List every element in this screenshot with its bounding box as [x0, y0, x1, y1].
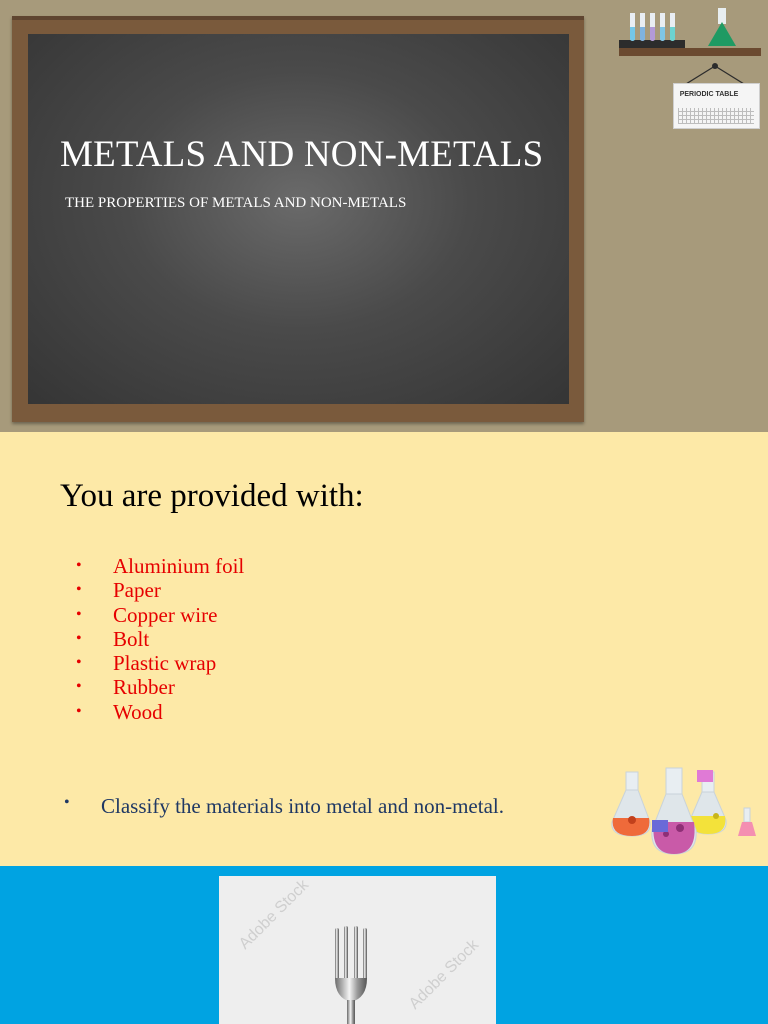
fork-photo [219, 876, 496, 1024]
instruction-text: Classify the materials into metal and non-metal. [101, 794, 504, 818]
bullet-icon: • [64, 794, 70, 811]
materials-heading: You are provided with: [60, 478, 364, 514]
poster-label: PERIODIC TABLE [679, 91, 739, 98]
test-tube-icon [640, 13, 645, 41]
slide-title: METALS AND NON-METALS [60, 134, 544, 175]
fork-icon [327, 926, 377, 1024]
bullet-icon: • [76, 581, 82, 599]
material-label: Copper wire [113, 602, 218, 627]
material-label: Rubber [113, 675, 175, 700]
material-label: Bolt [113, 626, 150, 651]
bullet-icon: • [76, 557, 82, 574]
test-tube-icon [670, 13, 675, 41]
material-label: Paper [113, 578, 161, 603]
periodic-table-poster [673, 83, 760, 129]
bullet-icon: • [76, 702, 82, 720]
flask-liquid-icon [708, 22, 736, 46]
chemistry-flasks-icon [604, 760, 764, 864]
material-label: Wood [113, 699, 163, 724]
chalkboard [28, 34, 569, 404]
materials-slide [0, 432, 768, 866]
title-slide [0, 0, 768, 432]
periodic-grid [678, 108, 754, 124]
photo-watermark: Adobe Stock [405, 936, 483, 1013]
bullet-icon: • [76, 629, 82, 647]
bullet-icon: • [76, 605, 82, 623]
photo-watermark: Adobe Stock [235, 876, 313, 953]
test-tube-icon [660, 13, 665, 41]
bullet-icon: • [76, 654, 82, 672]
test-tube-icon [650, 13, 655, 41]
slide-subtitle: THE PROPERTIES OF METALS AND NON-METALS [65, 195, 407, 211]
fork-slide [0, 866, 768, 1024]
material-label: Aluminium foil [113, 554, 245, 578]
material-label: Plastic wrap [113, 651, 217, 676]
test-tube-rack [619, 40, 685, 48]
test-tube-icon [630, 13, 635, 41]
bullet-icon: • [76, 678, 82, 696]
wall-shelf [619, 48, 761, 56]
